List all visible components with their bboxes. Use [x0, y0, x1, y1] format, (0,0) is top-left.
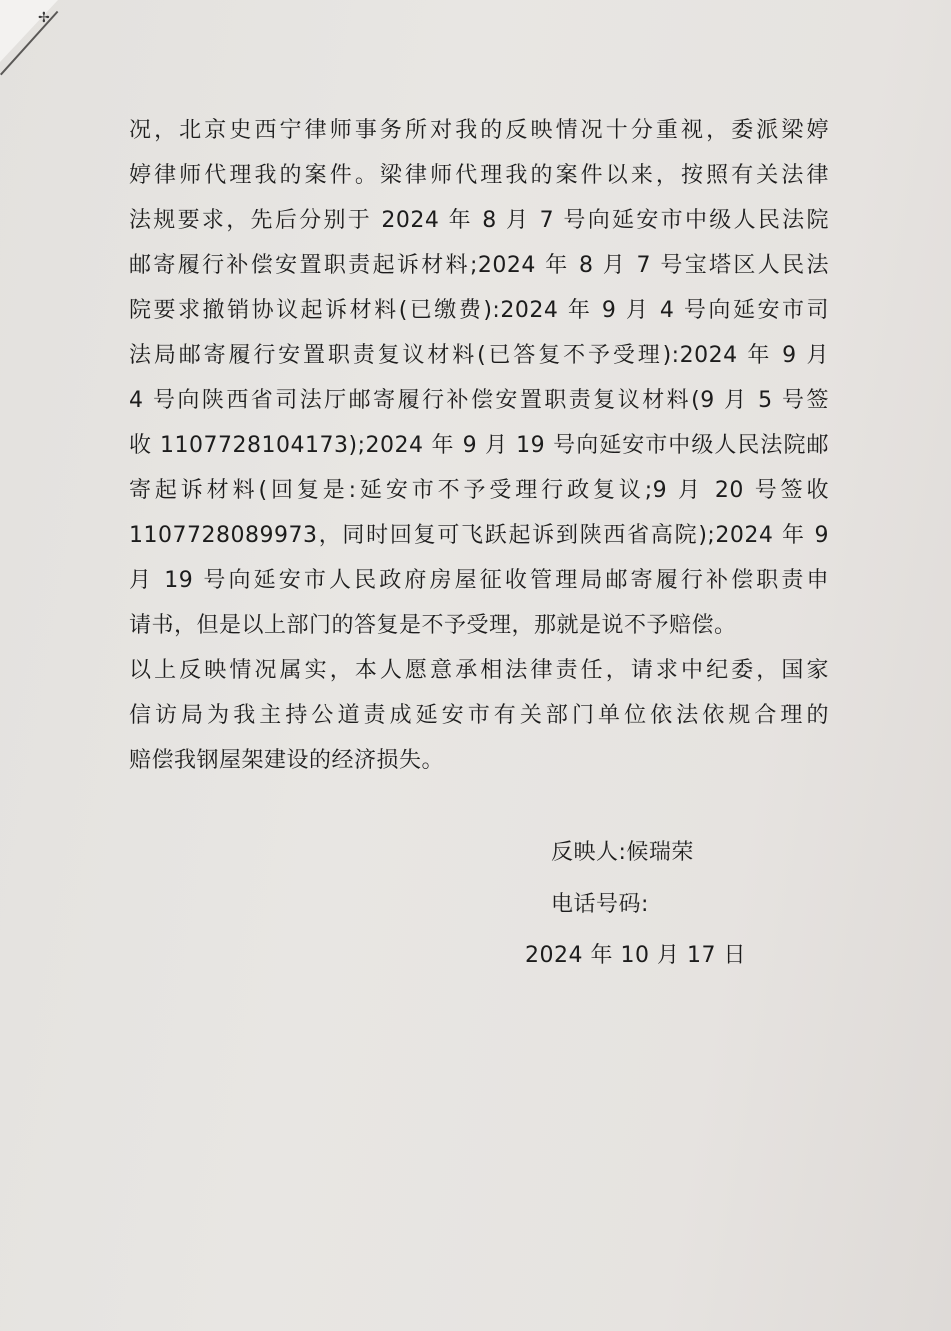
letter-line: 邮寄履行补偿安置职责起诉材料;2024 年 8 月 7 号宝塔区人民法: [129, 253, 829, 278]
phone-number-label: 电话号码:: [551, 892, 649, 917]
letter-line: 信访局为我主持公道责成延安市有关部门单位依法依规合理的: [129, 703, 829, 728]
letter-line: 请书，但是以上部门的答复是不予受理，那就是说不予赔偿。: [129, 613, 737, 638]
letter-line: 1107728089973，同时回复可飞跃起诉到陕西省高院);2024 年 9: [129, 523, 829, 548]
letter-body: [129, 108, 829, 783]
letter-line: 赔偿我钢屋架建设的经济损失。: [129, 748, 445, 773]
letter-line: 月 19 号向延安市人民政府房屋征收管理局邮寄履行补偿职责申: [129, 568, 829, 593]
letter-line: 院要求撤销协议起诉材料(已缴费):2024 年 9 月 4 号向延安市司: [129, 298, 829, 323]
letter-line: 况，北京史西宁律师事务所对我的反映情况十分重视，委派梁婷: [129, 118, 829, 143]
letter-line: 以上反映情况属实，本人愿意承相法律责任，请求中纪委，国家: [129, 658, 829, 683]
letter-line: 婷律师代理我的案件。梁律师代理我的案件以来，按照有关法律: [129, 163, 829, 188]
letter-line: 法局邮寄履行安置职责复议材料(已答复不予受理):2024 年 9 月: [129, 343, 829, 368]
reporter-name: 反映人:候瑞荣: [551, 840, 694, 865]
letter-line: 法规要求，先后分别于 2024 年 8 月 7 号向延安市中级人民法院: [129, 208, 829, 233]
letter-line: 4 号向陕西省司法厅邮寄履行补偿安置职责复议材料(9 月 5 号签: [129, 388, 829, 413]
letter-line: 寄起诉材料(回复是:延安市不予受理行政复议;9 月 20 号签收: [129, 478, 829, 503]
paper-mark: ✢: [38, 10, 50, 26]
signature-date: 2024 年 10 月 17 日: [525, 943, 746, 968]
letter-line: 收 1107728104173);2024 年 9 月 19 号向延安市中级人民法院邮: [129, 433, 829, 458]
